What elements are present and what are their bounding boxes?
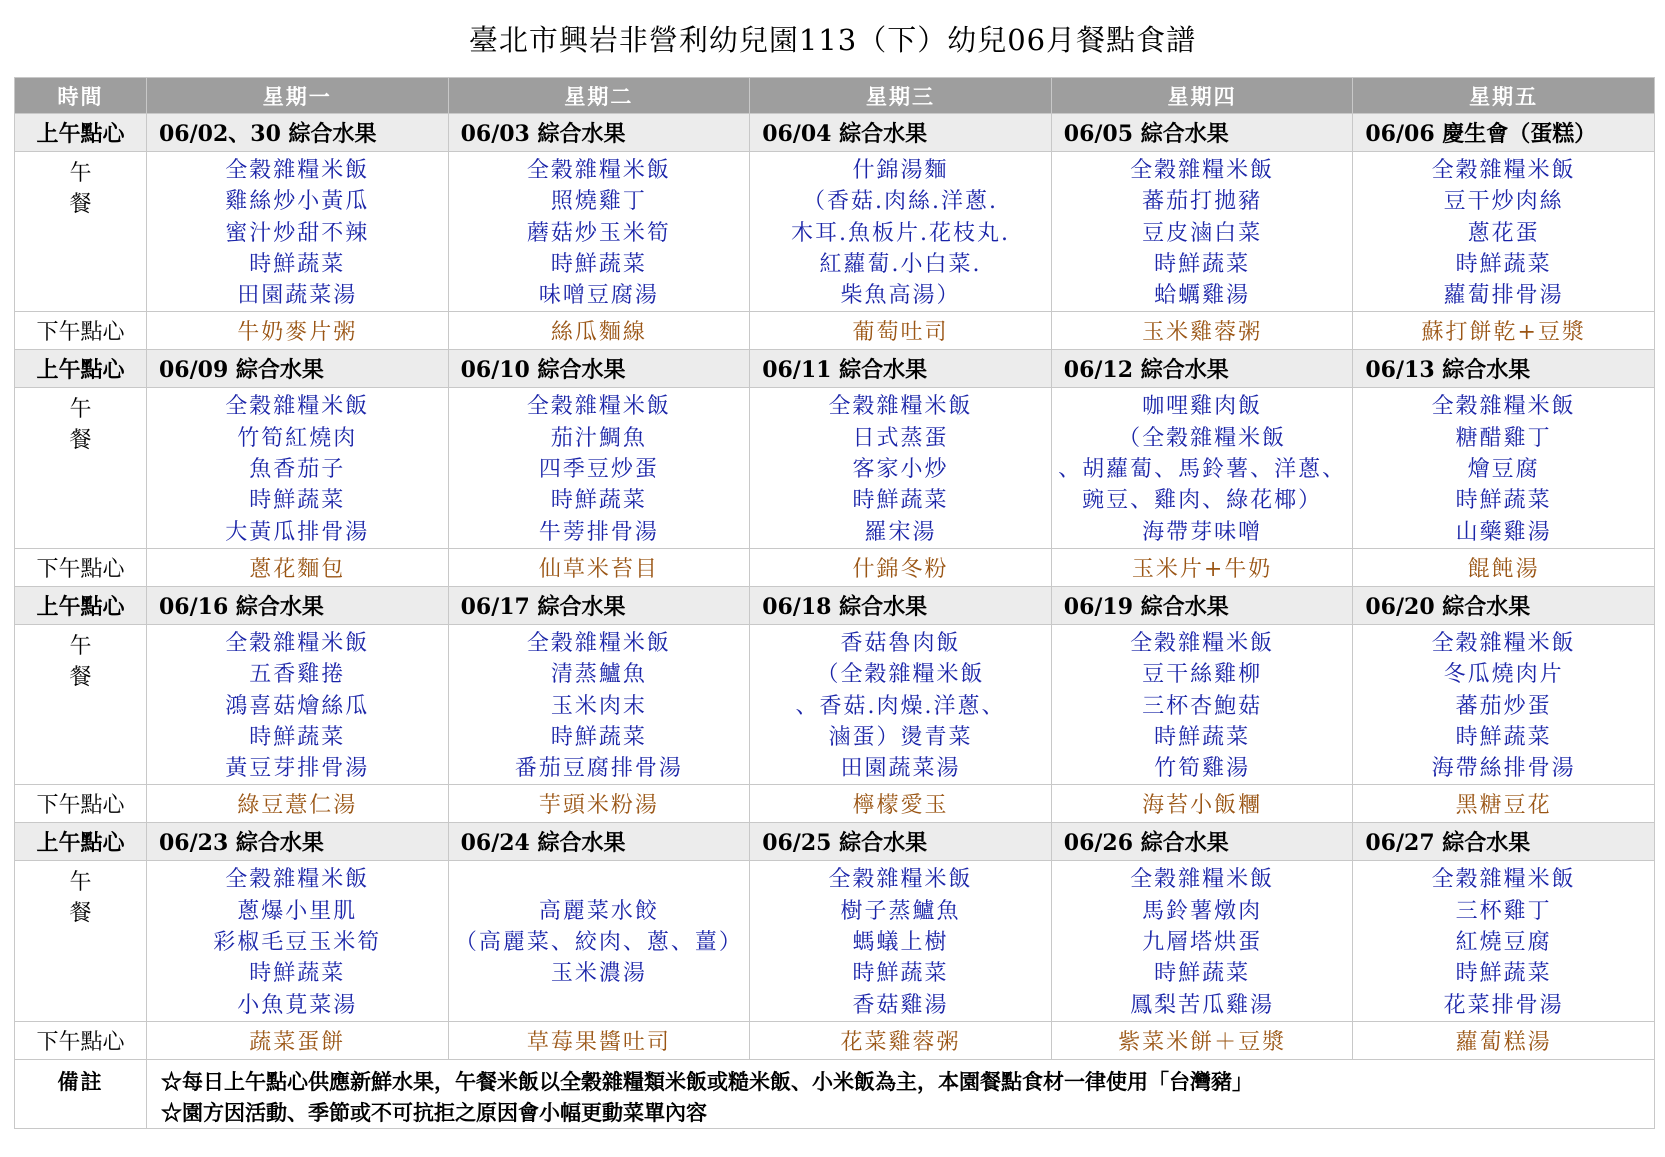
lunch-cell <box>1353 624 1655 784</box>
lunch-dish: 蘑菇炒玉米筍 <box>526 220 671 246</box>
lunch-dish: 豌豆、雞肉、綠花椰） <box>1082 488 1323 514</box>
lunch-cell <box>147 388 449 548</box>
lunch-dish: 四季豆炒蛋 <box>538 457 659 483</box>
lunch-dish <box>449 990 750 1021</box>
pm-snack-label: 下午點心 <box>15 785 147 823</box>
am-snack-label: 上午點心 <box>15 586 147 624</box>
lunch-dish: 木耳.魚板片.花枝丸. <box>790 220 1010 246</box>
lunch-dish: 三杯杏鮑菇 <box>1142 693 1263 719</box>
lunch-cell <box>750 388 1052 548</box>
lunch-dish: 全穀雜糧米飯 <box>1431 158 1576 183</box>
lunch-cell <box>147 861 449 1021</box>
lunch-dish: 時鮮蔬菜 <box>1154 251 1251 277</box>
lunch-dish: 客家小炒 <box>852 457 949 483</box>
header-wednesday: 星期三 <box>750 78 1052 114</box>
lunch-dish: 全穀雜糧米飯 <box>1130 630 1275 656</box>
am-snack-cell: 06/10 綜合水果 <box>448 350 750 388</box>
lunch-dish: 紅蘿蔔.小白菜. <box>819 251 982 277</box>
menu-body <box>15 114 1655 1060</box>
lunch-dish: 、香菇.肉燥.洋蔥、 <box>795 693 1006 719</box>
lunch-dish: 時鮮蔬菜 <box>550 724 647 750</box>
lunch-cell <box>1051 388 1353 548</box>
lunch-cell <box>750 624 1052 784</box>
lunch-dish: 鴻喜菇燴絲瓜 <box>225 693 370 719</box>
lunch-dish: 玉米肉末 <box>550 693 647 719</box>
lunch-label-char: 午 <box>69 633 92 659</box>
lunch-dish: 田園蔬菜湯 <box>840 756 961 782</box>
lunch-dish: 豆干絲雞柳 <box>1142 662 1263 688</box>
pm-snack-cell: 花菜雞蓉粥 <box>750 1021 1052 1059</box>
lunch-dish: 竹筍雞湯 <box>1154 756 1251 782</box>
lunch-label-char: 餐 <box>69 428 92 454</box>
lunch-cell <box>750 152 1052 312</box>
lunch-cell <box>448 388 750 548</box>
am-snack-cell: 06/12 綜合水果 <box>1051 350 1353 388</box>
lunch-dish: 小魚莧菜湯 <box>237 992 358 1018</box>
lunch-dish: 樹子蒸鱸魚 <box>840 898 961 924</box>
pm-snack-cell: 蔬菜蛋餅 <box>147 1021 449 1059</box>
lunch-dish: 時鮮蔬菜 <box>550 251 647 277</box>
lunch-cell <box>448 152 750 312</box>
lunch-dish: 全穀雜糧米飯 <box>225 867 370 893</box>
pm-snack-row <box>15 785 1655 823</box>
lunch-cell <box>1353 152 1655 312</box>
lunch-label-char: 餐 <box>69 192 92 217</box>
am-snack-cell: 06/27 綜合水果 <box>1353 823 1655 861</box>
lunch-dish: 蕃茄炒蛋 <box>1455 693 1552 719</box>
pm-snack-cell: 蘇打餅乾+豆漿 <box>1353 312 1655 350</box>
lunch-dish: 全穀雜糧米飯 <box>828 394 973 420</box>
lunch-cell <box>750 861 1052 1021</box>
pm-snack-cell: 蘿蔔糕湯 <box>1353 1021 1655 1059</box>
lunch-dish: 時鮮蔬菜 <box>249 724 346 750</box>
lunch-dish: 高麗菜水餃 <box>538 898 659 924</box>
am-snack-cell: 06/05 綜合水果 <box>1051 114 1353 152</box>
am-snack-cell: 06/18 綜合水果 <box>750 586 1052 624</box>
header-monday: 星期一 <box>147 78 449 114</box>
am-snack-row <box>15 586 1655 624</box>
am-snack-cell: 06/11 綜合水果 <box>750 350 1052 388</box>
lunch-dish: 全穀雜糧米飯 <box>225 394 370 420</box>
lunch-dish: 時鮮蔬菜 <box>249 251 346 277</box>
lunch-dish: 什錦湯麵 <box>852 158 949 183</box>
lunch-dish: 時鮮蔬菜 <box>1154 724 1251 750</box>
lunch-cell <box>1051 624 1353 784</box>
note-line: ☆園方因活動、季節或不可抗拒之原因會小幅更動菜單內容 <box>161 1099 707 1125</box>
pm-snack-cell: 玉米雞蓉粥 <box>1051 312 1353 350</box>
lunch-cell <box>147 152 449 312</box>
pm-snack-label: 下午點心 <box>15 1021 147 1059</box>
lunch-label-char: 午 <box>69 161 92 186</box>
lunch-dish: 馬鈴薯燉肉 <box>1142 898 1263 924</box>
am-snack-cell: 06/09 綜合水果 <box>147 350 449 388</box>
lunch-label <box>15 388 147 548</box>
pm-snack-cell: 檸檬愛玉 <box>750 785 1052 823</box>
pm-snack-cell: 牛奶麥片粥 <box>147 312 449 350</box>
lunch-dish: 蔥花蛋 <box>1467 220 1540 246</box>
am-snack-cell: 06/20 綜合水果 <box>1353 586 1655 624</box>
lunch-dish <box>449 864 750 895</box>
lunch-cell <box>448 861 750 1021</box>
lunch-dish: 羅宋湯 <box>864 519 937 545</box>
lunch-dish: 時鮮蔬菜 <box>852 488 949 514</box>
lunch-dish: 九層塔烘蛋 <box>1142 930 1263 956</box>
lunch-dish: 竹筍紅燒肉 <box>237 425 358 451</box>
lunch-dish: （香菇.肉絲.洋蔥. <box>802 189 998 215</box>
lunch-dish: 全穀雜糧米飯 <box>1431 867 1576 893</box>
pm-snack-cell: 芋頭米粉湯 <box>448 785 750 823</box>
pm-snack-cell: 玉米片+牛奶 <box>1051 548 1353 586</box>
lunch-dish: 全穀雜糧米飯 <box>1431 630 1576 656</box>
lunch-dish: 豆干炒肉絲 <box>1443 189 1564 215</box>
pm-snack-cell: 仙草米苔目 <box>448 548 750 586</box>
lunch-label-char: 餐 <box>69 901 92 927</box>
header-time: 時間 <box>15 78 147 114</box>
lunch-cell <box>147 624 449 784</box>
lunch-dish: 山藥雞湯 <box>1455 519 1552 545</box>
lunch-label <box>15 152 147 312</box>
lunch-dish: 全穀雜糧米飯 <box>225 158 370 183</box>
lunch-dish: 咖哩雞肉飯 <box>1142 394 1263 420</box>
lunch-dish: 柴魚高湯） <box>840 283 961 309</box>
lunch-dish: 香菇雞湯 <box>852 992 949 1018</box>
lunch-dish: 全穀雜糧米飯 <box>1130 158 1275 183</box>
pm-snack-cell: 絲瓜麵線 <box>448 312 750 350</box>
am-snack-cell: 06/02、30 綜合水果 <box>147 114 449 152</box>
lunch-dish: 燴豆腐 <box>1467 457 1540 483</box>
lunch-dish: 雞絲炒小黃瓜 <box>225 189 370 215</box>
header-thursday: 星期四 <box>1051 78 1353 114</box>
lunch-dish: 時鮮蔬菜 <box>1455 724 1552 750</box>
pm-snack-row <box>15 312 1655 350</box>
am-snack-cell: 06/19 綜合水果 <box>1051 586 1353 624</box>
am-snack-row <box>15 114 1655 152</box>
am-snack-cell: 06/13 綜合水果 <box>1353 350 1655 388</box>
lunch-dish: 番茄豆腐排骨湯 <box>514 756 683 782</box>
pm-snack-label: 下午點心 <box>15 312 147 350</box>
lunch-dish: 、胡蘿蔔、馬鈴薯、洋蔥、 <box>1058 457 1347 483</box>
lunch-label-char: 午 <box>69 397 92 423</box>
lunch-dish: 三杯雞丁 <box>1455 898 1552 924</box>
lunch-label-char: 餐 <box>69 664 92 690</box>
am-snack-cell: 06/04 綜合水果 <box>750 114 1052 152</box>
lunch-dish: 蜜汁炒甜不辣 <box>225 220 370 246</box>
lunch-dish: 海帶絲排骨湯 <box>1431 756 1576 782</box>
lunch-cell <box>1353 388 1655 548</box>
lunch-row <box>15 624 1655 784</box>
pm-snack-cell: 餛飩湯 <box>1353 548 1655 586</box>
page-title: 臺北市興岩非營利幼兒園113（下）幼兒06月餐點食譜 <box>468 23 1197 57</box>
lunch-dish: 全穀雜糧米飯 <box>1130 867 1275 893</box>
lunch-dish: 時鮮蔬菜 <box>1455 488 1552 514</box>
pm-snack-cell: 蔥花麵包 <box>147 548 449 586</box>
lunch-dish: 全穀雜糧米飯 <box>526 630 671 656</box>
header-friday: 星期五 <box>1353 78 1655 114</box>
lunch-dish: 時鮮蔬菜 <box>550 488 647 514</box>
lunch-dish: 魚香茄子 <box>249 457 346 483</box>
lunch-dish: 味噌豆腐湯 <box>538 283 659 309</box>
lunch-cell <box>448 624 750 784</box>
pm-snack-label: 下午點心 <box>15 548 147 586</box>
am-snack-label: 上午點心 <box>15 114 147 152</box>
am-snack-cell: 06/16 綜合水果 <box>147 586 449 624</box>
lunch-dish: 紅燒豆腐 <box>1455 930 1552 956</box>
am-snack-row <box>15 823 1655 861</box>
lunch-dish: （全穀雜糧米飯 <box>1118 425 1287 451</box>
menu-table <box>14 77 1655 1129</box>
lunch-dish: 時鮮蔬菜 <box>249 961 346 987</box>
lunch-row <box>15 388 1655 548</box>
am-snack-label: 上午點心 <box>15 823 147 861</box>
lunch-dish: 糖醋雞丁 <box>1455 425 1552 451</box>
lunch-dish: 花菜排骨湯 <box>1443 992 1564 1018</box>
lunch-dish: 蕃茄打拋豬 <box>1142 189 1263 215</box>
am-snack-cell: 06/17 綜合水果 <box>448 586 750 624</box>
am-snack-cell: 06/03 綜合水果 <box>448 114 750 152</box>
lunch-dish: 五香雞捲 <box>249 662 346 688</box>
lunch-label-char: 午 <box>69 870 92 896</box>
note-line: ☆每日上午點心供應新鮮水果，午餐米飯以全穀雜糧類米飯或糙米飯、小米飯為主，本園餐點食材一律使用「台灣豬」 <box>161 1068 1253 1094</box>
pm-snack-cell: 綠豆薏仁湯 <box>147 785 449 823</box>
lunch-row <box>15 861 1655 1021</box>
lunch-dish: 滷蛋）燙青菜 <box>828 724 973 750</box>
lunch-row <box>15 152 1655 312</box>
pm-snack-cell: 紫菜米餅＋豆漿 <box>1051 1021 1353 1059</box>
lunch-dish: 時鮮蔬菜 <box>249 488 346 514</box>
lunch-cell <box>1353 861 1655 1021</box>
am-snack-cell: 06/25 綜合水果 <box>750 823 1052 861</box>
am-snack-cell: 06/06 慶生會（蛋糕） <box>1353 114 1655 152</box>
lunch-dish: 時鮮蔬菜 <box>1455 961 1552 987</box>
lunch-label <box>15 624 147 784</box>
lunch-dish: 全穀雜糧米飯 <box>225 630 370 656</box>
lunch-dish: 全穀雜糧米飯 <box>526 158 671 183</box>
lunch-dish: 大黃瓜排骨湯 <box>225 519 370 545</box>
lunch-dish: 蔥爆小里肌 <box>237 898 358 924</box>
lunch-dish: 牛蒡排骨湯 <box>538 519 659 545</box>
lunch-dish: 鳳梨苦瓜雞湯 <box>1130 992 1275 1018</box>
lunch-dish: 全穀雜糧米飯 <box>1431 394 1576 420</box>
header-tuesday: 星期二 <box>448 78 750 114</box>
lunch-dish: 清蒸鱸魚 <box>550 662 647 688</box>
lunch-dish: 茄汁鯛魚 <box>550 425 647 451</box>
lunch-dish: 玉米濃湯 <box>550 961 647 987</box>
am-snack-label: 上午點心 <box>15 350 147 388</box>
am-snack-row <box>15 350 1655 388</box>
lunch-dish: 豆皮滷白菜 <box>1142 220 1263 246</box>
pm-snack-cell: 什錦冬粉 <box>750 548 1052 586</box>
lunch-dish: 時鮮蔬菜 <box>852 961 949 987</box>
lunch-dish: 時鮮蔬菜 <box>1455 251 1552 277</box>
lunch-dish: 照燒雞丁 <box>550 189 647 215</box>
lunch-dish: （全穀雜糧米飯 <box>816 662 985 688</box>
notes-text <box>147 1059 1655 1128</box>
lunch-dish: 彩椒毛豆玉米筍 <box>213 930 382 956</box>
pm-snack-row <box>15 548 1655 586</box>
lunch-dish: 海帶芽味噌 <box>1142 519 1263 545</box>
pm-snack-cell: 草莓果醬吐司 <box>448 1021 750 1059</box>
am-snack-cell: 06/24 綜合水果 <box>448 823 750 861</box>
lunch-dish: 全穀雜糧米飯 <box>828 867 973 893</box>
lunch-dish: 全穀雜糧米飯 <box>526 394 671 420</box>
pm-snack-row <box>15 1021 1655 1059</box>
lunch-cell <box>1051 861 1353 1021</box>
am-snack-cell: 06/23 綜合水果 <box>147 823 449 861</box>
header-row <box>15 78 1655 114</box>
lunch-dish: 香菇魯肉飯 <box>840 630 961 656</box>
lunch-dish: 時鮮蔬菜 <box>1154 961 1251 987</box>
lunch-dish: 田園蔬菜湯 <box>237 283 358 309</box>
pm-snack-cell: 黑糖豆花 <box>1353 785 1655 823</box>
am-snack-cell: 06/26 綜合水果 <box>1051 823 1353 861</box>
lunch-dish: 蛤蠣雞湯 <box>1154 283 1251 309</box>
lunch-dish: 螞蟻上樹 <box>852 930 949 956</box>
lunch-dish: 蘿蔔排骨湯 <box>1443 283 1564 309</box>
pm-snack-cell: 海苔小飯糰 <box>1051 785 1353 823</box>
lunch-cell <box>1051 152 1353 312</box>
lunch-label <box>15 861 147 1021</box>
lunch-dish: （高麗菜、絞肉、蔥、薑） <box>454 930 743 956</box>
pm-snack-cell: 葡萄吐司 <box>750 312 1052 350</box>
notes-row <box>15 1059 1655 1128</box>
lunch-dish: 冬瓜燒肉片 <box>1443 662 1564 688</box>
lunch-dish: 日式蒸蛋 <box>852 425 949 451</box>
lunch-dish: 黃豆芽排骨湯 <box>225 756 370 782</box>
notes-label: 備註 <box>15 1059 147 1128</box>
